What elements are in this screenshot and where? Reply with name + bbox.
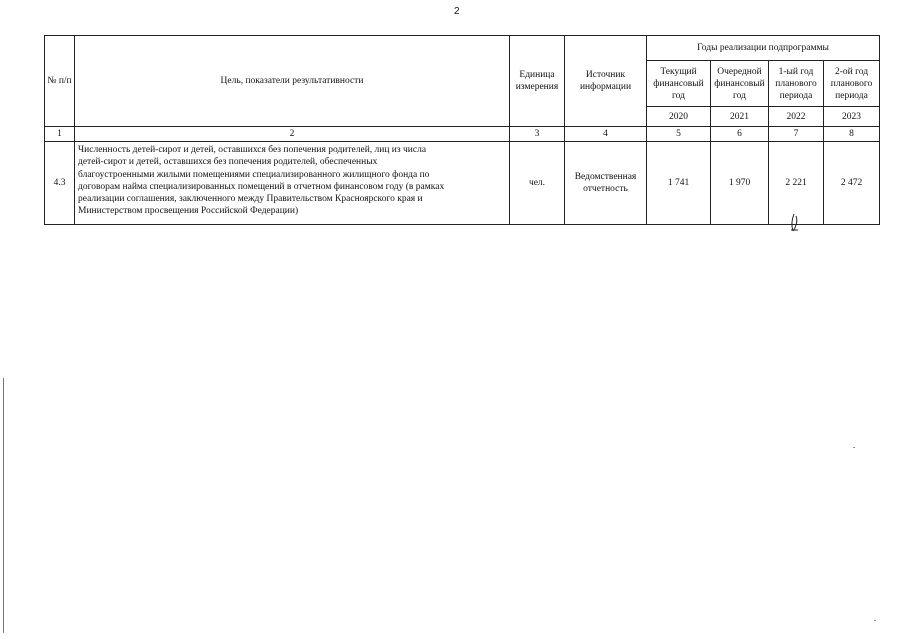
year-2021: 2021 [711, 107, 769, 127]
row-value-2020: 1 741 [647, 142, 711, 225]
table-row [45, 142, 880, 225]
column-number: 4 [565, 127, 647, 142]
column-number: 1 [45, 127, 75, 142]
header-current-year: Текущий финансовый год [647, 61, 711, 107]
row-goal-text [75, 142, 510, 225]
row-value-2023: 2 472 [824, 142, 880, 225]
column-number: 8 [824, 127, 880, 142]
header-next-year: Очередной финансовый год [711, 61, 769, 107]
scan-margin-line [3, 378, 4, 633]
goal-line: договорам найма специализированных помещений в отчетном финансовом году (в рамках [78, 181, 445, 192]
goal-line: благоустроенными жилыми помещениями специализированного жилищного фонда по [78, 169, 430, 180]
header-years-group: Годы реализации подпрограммы [647, 36, 880, 61]
year-2023: 2023 [824, 107, 880, 127]
column-number: 3 [510, 127, 565, 142]
header-plan-year-1: 1-ый год планового периода [769, 61, 824, 107]
column-number-row [45, 127, 880, 142]
goal-line: реализации соглашения, заключенного между Правительством Красноярского края и [78, 194, 423, 205]
scan-speck [853, 447, 855, 448]
row-value-2021: 1 970 [711, 142, 769, 225]
column-number: 7 [769, 127, 824, 142]
header-unit: Единица измерения [510, 36, 565, 127]
page-number: 2 [454, 6, 460, 17]
header-num: № п/п [45, 36, 75, 127]
header-source: Источник информации [565, 36, 647, 127]
goal-line: Министерством просвещения Российской Федерации) [78, 206, 299, 217]
column-number: 5 [647, 127, 711, 142]
column-number: 6 [711, 127, 769, 142]
row-value-2022: 2 221 [769, 142, 824, 225]
row-source: Ведомственная отчетность [565, 142, 647, 225]
year-2022: 2022 [769, 107, 824, 127]
header-goal: Цель, показатели результативности [75, 36, 510, 127]
row-num: 4.3 [45, 142, 75, 225]
year-2020: 2020 [647, 107, 711, 127]
goal-line: Численность детей-сирот и детей, оставшихся без попечения родителей, лиц из числа [78, 145, 427, 155]
indicators-table [44, 35, 880, 225]
goal-line: детей-сирот и детей, оставшихся без попечения родителей, обеспеченных [78, 157, 378, 168]
handwritten-mark [789, 213, 801, 233]
column-number: 2 [75, 127, 510, 142]
header-plan-year-2: 2-ой год планового периода [824, 61, 880, 107]
row-unit: чел. [510, 142, 565, 225]
scan-speck [874, 620, 876, 621]
